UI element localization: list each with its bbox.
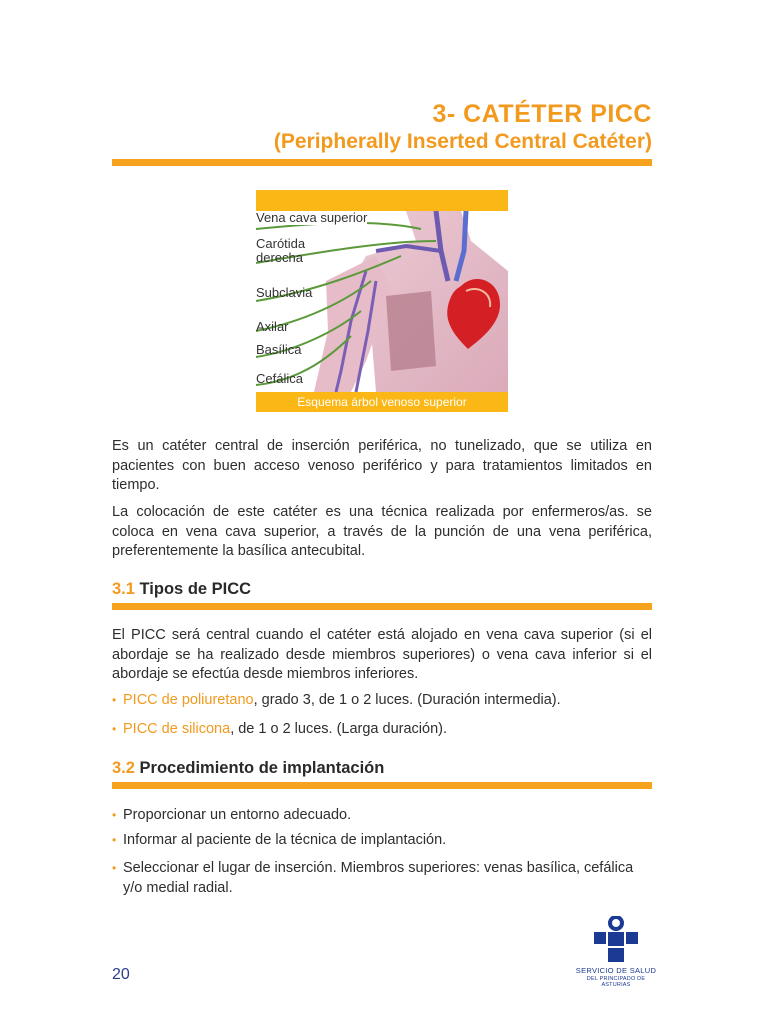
- bullet-text: , de 1 o 2 luces. (Larga duración).: [230, 721, 448, 737]
- bullet-icon: •: [112, 861, 117, 875]
- section-heading-3-1: [112, 580, 251, 599]
- page-title: 3- CATÉTER PICC: [432, 100, 652, 128]
- figure-top-band: [256, 190, 508, 211]
- section-3-1-paragraph: El PICC será central cuando el catéter está alojado en vena cava superior (si el abordaje se ha realizado desde miembros superiores) o vena cava inferior si el abordaje se efectúa desde miembros inferiores.: [112, 627, 652, 682]
- health-service-logo: [574, 916, 658, 986]
- section-title: Tipos de PICC: [139, 580, 252, 598]
- label-vena-cava-superior: Vena cava superior: [256, 211, 368, 225]
- title-rule: [112, 159, 652, 166]
- section-heading-3-2: [112, 759, 384, 778]
- section-rule-3-1: [112, 603, 652, 610]
- label-carotida-line1: Carótida: [256, 236, 306, 251]
- list-item: [112, 831, 652, 851]
- bullet-icon: •: [112, 808, 117, 822]
- bullet-highlight: PICC de silicona: [123, 721, 231, 737]
- title-block: [274, 100, 652, 156]
- page-subtitle: (Peripherally Inserted Central Catéter): [273, 130, 652, 153]
- list-item: [112, 720, 652, 740]
- bullet-icon: •: [112, 722, 117, 736]
- bullet-text: , grado 3, de 1 o 2 luces. (Duración intermedia).: [253, 692, 561, 708]
- figure-caption: Esquema árbol venoso superior: [256, 392, 508, 412]
- logo-text-line1: SERVICIO DE SALUD: [575, 966, 657, 975]
- bullet-text: Proporcionar un entorno adecuado.: [123, 807, 352, 823]
- label-subclavia: Subclavia: [256, 285, 313, 300]
- list-item: [112, 691, 652, 711]
- page-number: 20: [112, 966, 130, 983]
- label-axilar: Axilar: [256, 319, 289, 334]
- bullet-icon: •: [112, 693, 117, 707]
- intro-paragraph-1: Es un catéter central de inserción periférica, no tunelizado, que se utiliza en pacientes con buen acceso venoso periférico y para tratamientos limitados en tiempo.: [112, 438, 652, 493]
- list-item: [112, 859, 652, 898]
- bullet-text: Seleccionar el lugar de inserción. Miembros superiores: venas basílica, cefálica y/o medial radial.: [123, 860, 634, 896]
- bullet-icon: •: [112, 833, 117, 847]
- label-cefalica: Cefálica: [256, 371, 303, 386]
- list-item: [112, 806, 652, 826]
- bullet-text: Informar al paciente de la técnica de implantación.: [123, 832, 447, 848]
- figure-venous-tree: [256, 190, 508, 422]
- logo-text-line2: DEL PRINCIPADO DE ASTURIAS: [586, 976, 646, 988]
- label-basilica: Basílica: [256, 342, 302, 357]
- section-rule-3-2: [112, 782, 652, 789]
- section-number: 3.1: [112, 580, 135, 598]
- intro-paragraph-2: La colocación de este catéter es una técnica realizada por enfermeros/as. se coloca en vena cava superior, a través de la punción de una vena periférica, preferentemente la basílica antecubital.: [112, 504, 652, 559]
- figure-illustration: [256, 211, 508, 392]
- section-number: 3.2: [112, 759, 135, 777]
- cross-logo-icon: [574, 916, 658, 966]
- section-title: Procedimiento de implantación: [139, 759, 385, 777]
- label-carotida-line2: derecha: [256, 250, 303, 265]
- bullet-highlight: PICC de poliuretano: [123, 692, 254, 708]
